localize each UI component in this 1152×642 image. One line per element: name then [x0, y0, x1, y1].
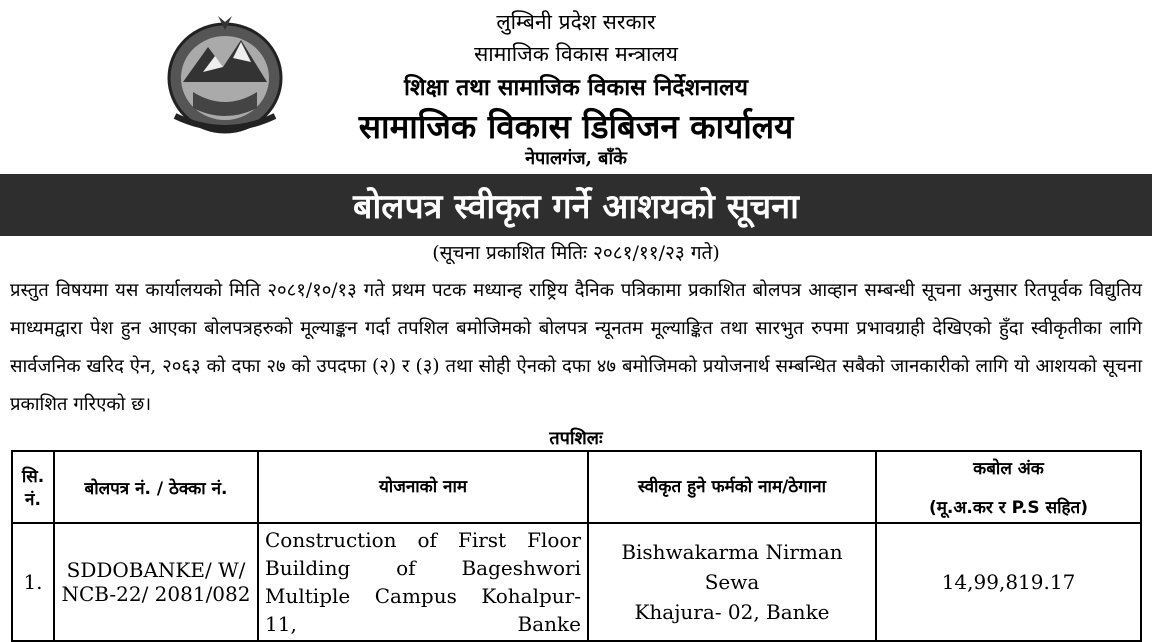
- cell-firm-name: Bishwakarma Nirman Sewa: [621, 540, 843, 594]
- col-firm: स्वीकृत हुने फर्मको नाम/ठेगाना: [588, 451, 876, 523]
- emblem-icon: [163, 12, 287, 140]
- header-location: नेपालगंज, बाँके: [525, 148, 627, 169]
- cell-firm-address: Khajura- 02, Banke: [634, 600, 830, 624]
- details-label: तपशिलः: [549, 428, 603, 449]
- col-amount: [876, 451, 1141, 523]
- col-amount-sub: (मू.अ.कर र P.S सहित): [929, 498, 1088, 518]
- table-row: [12, 523, 1141, 641]
- header-directorate: शिक्षा तथा सामाजिक विकास निर्देशनालय: [404, 74, 748, 101]
- cell-sn: 1.: [12, 523, 54, 641]
- notice-banner: [0, 174, 1152, 236]
- cell-bid-no: SDDOBANKE/ W/ NCB-22/ 2081/082: [54, 523, 258, 641]
- cell-amount: 14,99,819.17: [876, 523, 1141, 641]
- cell-firm: [588, 523, 876, 641]
- header-ministry: सामाजिक विकास मन्त्रालय: [474, 42, 678, 66]
- notice-body: प्रस्तुत विषयमा यस कार्यालयको मिति २०८१/१०/१३ गते प्रथम पटक मध्यान्ह राष्ट्रिय दैनिक पत्रिकामा प्रकाशित बोलपत्र आव्हान सम्बन्धी सूचना अनुसार रितपूर्वक विद्युतिय माध्यमद्वारा पेश हुन आएका बोलपत्रहरुको मूल्याङ्कन गर्दा तपशिल बमोजिमको बोलपत्र न्यूनतम मूल्याङ्कित तथा सारभुत रुपमा प्रभावग्राही देखिएको हुँदा स्वीकृतीका लागि सार्वजनिक खरिद ऐन, २०६३ को दफा २७ को उपदफा (२) र (३) तथा सोही ऐनको दफा ४७ बमोजिमको प्रयोजनार्थ सम्बन्धित सबैको जानकारीको लागि यो आशयको सूचना प्रकाशित गरिएको छ।: [10, 280, 1142, 415]
- publish-date: (सूचना प्रकाशित मितिः २०८१/११/२३ गते): [432, 242, 720, 264]
- header-office: सामाजिक विकास डिबिजन कार्यालय: [358, 107, 794, 146]
- notice-title: बोलपत्र स्वीकृत गर्ने आशयको सूचना: [353, 187, 799, 227]
- nepal-emblem: [163, 12, 287, 140]
- col-sn: सि. नं.: [12, 451, 54, 523]
- col-bid-no: बोलपत्र नं. / ठेक्का नं.: [54, 451, 258, 523]
- cell-project: Construction of First Floor Building of Bageshwori Multiple Campus Kohalpur- 11, Banke: [258, 523, 588, 641]
- col-amount-label: कबोल अंक: [973, 459, 1044, 479]
- col-project: योजनाको नाम: [258, 451, 588, 523]
- header-province: लुम्बिनी प्रदेश सरकार: [496, 10, 656, 34]
- bid-table: [11, 450, 1142, 642]
- table-header-row: [12, 451, 1141, 523]
